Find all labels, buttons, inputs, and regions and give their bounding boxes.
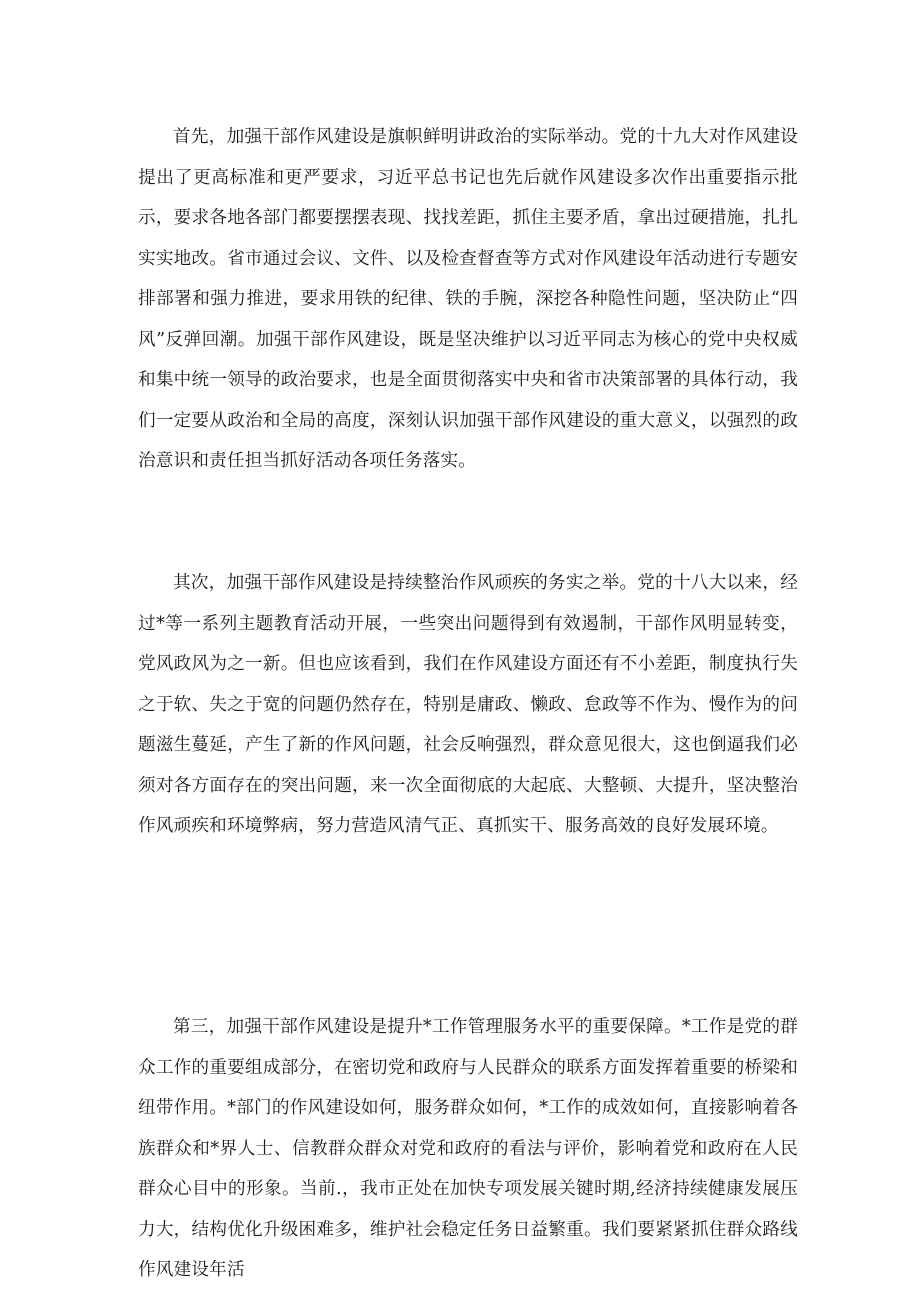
paragraph-second: 其次，加强干部作风建设是持续整治作风顽疾的务实之举。党的十八大以来，经过*等一系列主题教育活动开展，一些突出问题得到有效遏制，干部作风明显转变，党风政风为之一新。但也应该看到，我们在作风建设方面还有不小差距，制度执行失之于软、失之于宽的问题仍然存在，特别是庸政、懒政、怠政等不作为、慢作为的问题滋生蔓延，产生了新的作风问题，社会反响强烈，群众意见很大，这也倒逼我们必须对各方面存在的突出问题，来一次全面彻底的大起底、大整顿、大提升，坚决整治作风顽疾和环境弊病，努力营造风清气正、真抓实干、服务高效的良好发展环境。 — [138, 573, 798, 836]
paragraph-first: 首先，加强干部作风建设是旗帜鲜明讲政治的实际举动。党的十九大对作风建设提出了更高标准和更严要求，习近平总书记也先后就作风建设多次作出重要指示批示，要求各地各部门都要摆摆表现、找找差距，抓住主要矛盾，拿出过硬措施，扎扎实实地改。省市通过会议、文件、以及检查督查等方式对作风建设年活动进行专题安排部署和强力推进，要求用铁的纪律、铁的手腕，深挖各种隐性问题，坚决防止“四风”反弹回潮。加强干部作风建设，既是坚决维护以习近平同志为核心的党中央权威和集中统一领导的政治要求，也是全面贯彻落实中央和省市决策部署的具体行动，我们一定要从政治和全局的高度，深刻认识加强干部作风建设的重大意义，以强烈的政治意识和责任担当抓好活动各项任务落实。 — [138, 127, 798, 471]
paragraph-third: 第三，加强干部作风建设是提升*工作管理服务水平的重要保障。*工作是党的群众工作的重要组成部分，在密切党和政府与人民群众的联系方面发挥着重要的桥梁和纽带作用。*部门的作风建设如何，服务群众如何，*工作的成效如何，直接影响着各族群众和*界人士、信教群众群众对党和政府的看法与评价，影响着党和政府在人民群众心目中的形象。当前.，我市正处在加快专项发展关键时期,经济持续健康发展压力大，结构优化升级困难多，维护社会稳定任务日益繁重。我们要紧紧抓住群众路线作风建设年活 — [138, 1017, 798, 1280]
